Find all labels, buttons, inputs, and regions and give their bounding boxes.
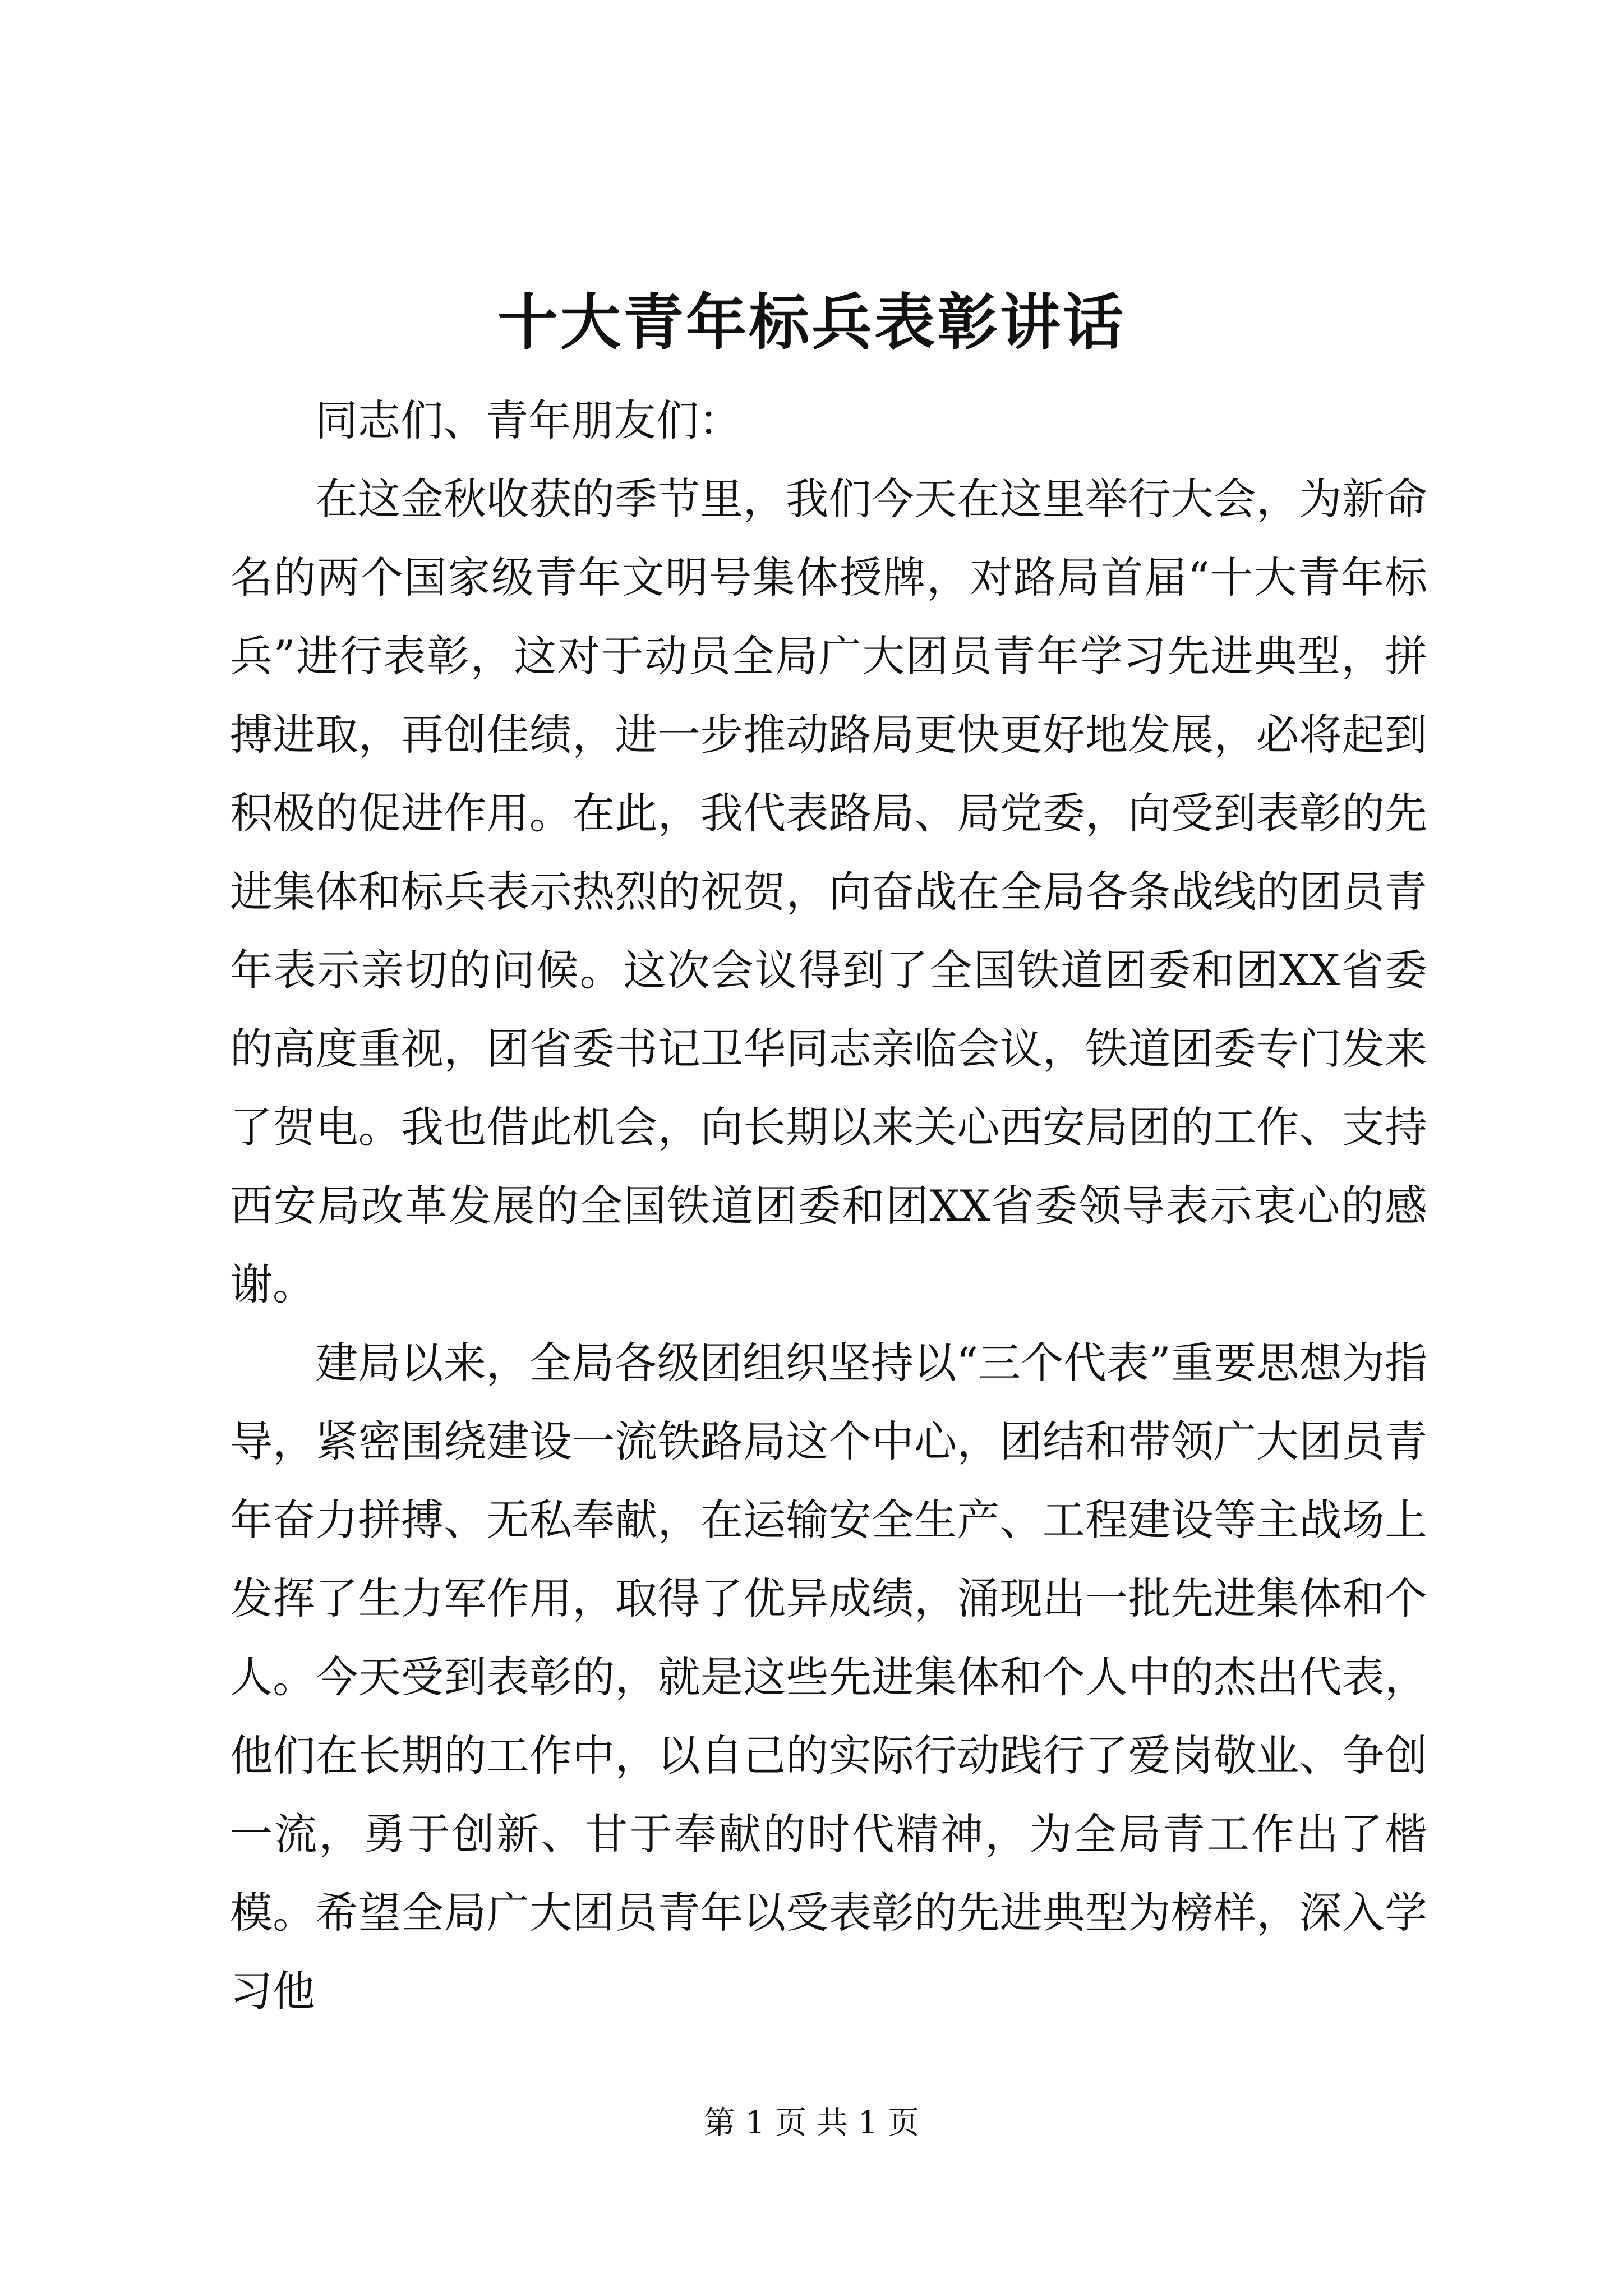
paragraph-2: 建局以来，全局各级团组织坚持以“三个代表”重要思想为指导，紧密围绕建设一流铁路局这个中心，团结和带领广大团员青年奋力拼搏、无私奉献，在运输安全生产、工程建设等主战场上发挥了生力军作用，取得了优异成绩，涌现出一批先进集体和个人。今天受到表彰的，就是这些先进集体和个人中的杰出代表，他们在长期的工作中，以自己的实际行动践行了爱岗敬业、争创一流，勇于创新、甘于奉献的时代精神，为全局青工作出了楷模。希望全局广大团员青年以受表彰的先进典型为榜样，深入学习他 [230, 1338, 1427, 2016]
salutation: 同志们、青年朋友们： [315, 395, 741, 445]
document-body [230, 381, 1427, 2031]
page-footer: 第 1 页 共 1 页 [703, 2105, 920, 2141]
paragraph-1: 在这金秋收获的季节里，我们今天在这里举行大会，为新命名的两个国家级青年文明号集体授牌，对路局首届“十大青年标兵”进行表彰，这对于动员全局广大团员青年学习先进典型，拼搏进取，再创佳绩，进一步推动路局更快更好地发展，必将起到积极的促进作用。在此，我代表路局、局党委，向受到表彰的先进集体和标兵表示热烈的祝贺，向奋战在全局各条战线的团员青年表示亲切的问候。这次会议得到了全国铁道团委和团XX省委的高度重视，团省委书记卫华同志亲临会议，铁道团委专门发来了贺电。我也借此机会，向长期以来关心西安局团的工作、支持西安局改革发展的全国铁道团委和团XX省委领导表示衷心的感谢。 [230, 474, 1427, 1309]
page-title: 十大青年标兵表彰讲话 [497, 287, 1126, 358]
